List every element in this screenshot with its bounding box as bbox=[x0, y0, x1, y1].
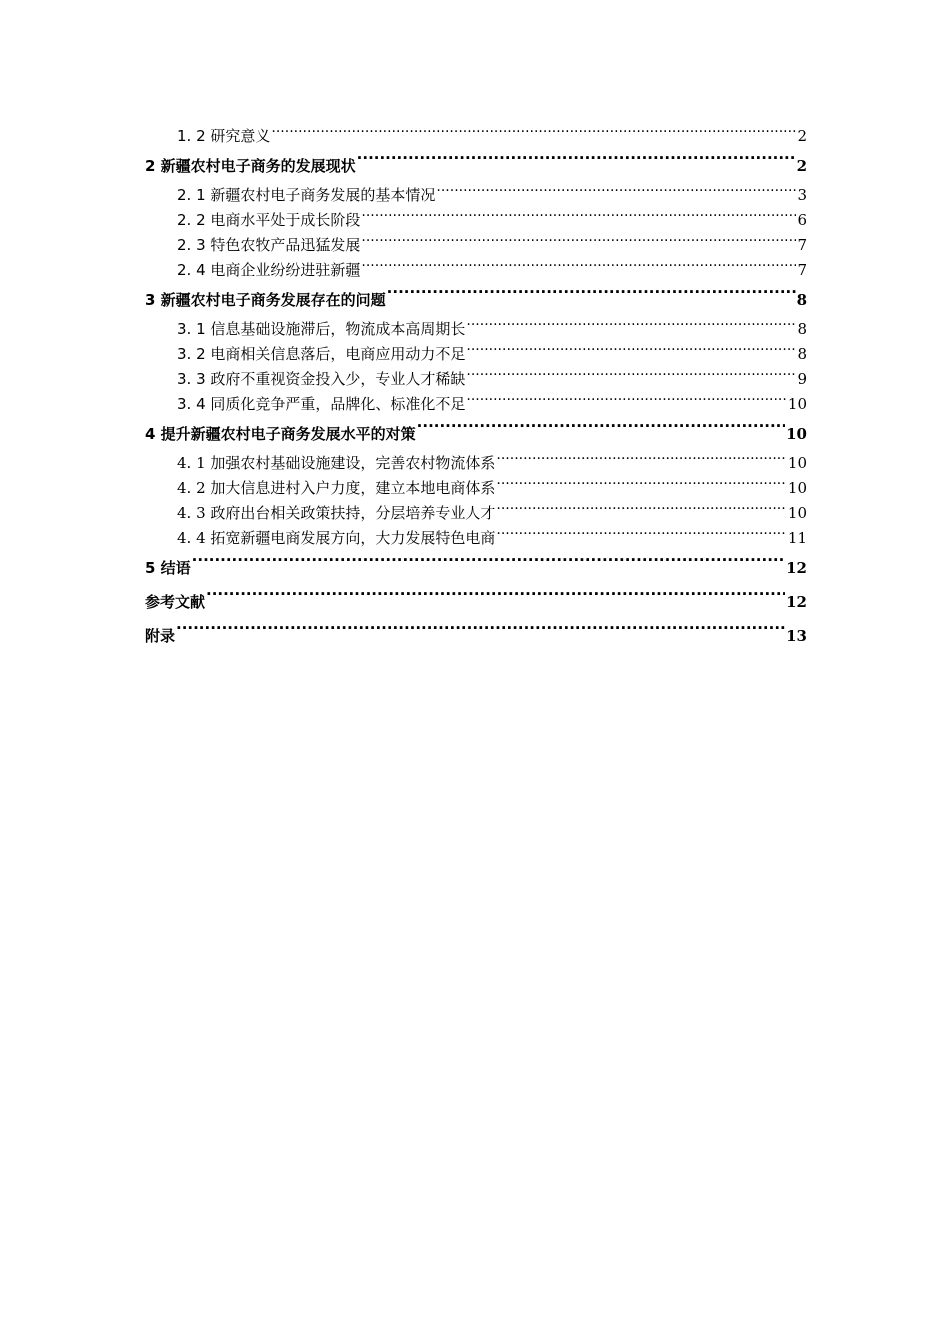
toc-entry-page: 10 bbox=[787, 454, 807, 472]
toc-entry-page: 10 bbox=[787, 504, 807, 522]
toc-entry-3-2[interactable] bbox=[145, 342, 807, 367]
toc-entry-references[interactable] bbox=[145, 585, 807, 619]
toc-entry-4[interactable] bbox=[145, 417, 807, 451]
toc-entry-page: 10 bbox=[787, 395, 807, 413]
toc-entry-4-3[interactable] bbox=[145, 501, 807, 526]
toc-entry-title: 2. 2 电商水平处于成长阶段 bbox=[177, 211, 361, 229]
toc-entry-title: 参考文献 bbox=[145, 593, 206, 611]
toc-entry-2-4[interactable] bbox=[145, 258, 807, 283]
toc-entry-3[interactable] bbox=[145, 283, 807, 317]
toc-entry-title: 2 新疆农村电子商务的发展现状 bbox=[145, 157, 356, 175]
toc-dot-leader bbox=[206, 592, 785, 607]
toc-dot-leader bbox=[466, 344, 796, 359]
toc-dot-leader bbox=[466, 394, 787, 409]
toc-entry-page: 12 bbox=[786, 559, 807, 577]
toc-entry-page: 9 bbox=[797, 370, 807, 388]
toc-entry-page: 13 bbox=[786, 627, 807, 645]
toc-entry-page: 2 bbox=[796, 157, 807, 175]
toc-entry-title: 3. 4 同质化竞争严重，品牌化、标准化不足 bbox=[177, 395, 466, 413]
toc-entry-1-2[interactable] bbox=[145, 124, 807, 149]
toc-entry-page: 11 bbox=[787, 529, 807, 547]
toc-entry-title: 4. 4 拓宽新疆电商发展方向，大力发展特色电商 bbox=[177, 529, 496, 547]
toc-dot-leader bbox=[466, 319, 796, 334]
toc-dot-leader bbox=[387, 290, 796, 305]
toc-dot-leader bbox=[466, 369, 796, 384]
toc-entry-page: 10 bbox=[786, 425, 807, 443]
toc-entry-page: 6 bbox=[797, 211, 807, 229]
toc-dot-leader bbox=[496, 453, 787, 468]
toc-dot-leader bbox=[361, 260, 796, 275]
toc-dot-leader bbox=[417, 424, 785, 439]
toc-dot-leader bbox=[496, 528, 787, 543]
toc-dot-leader bbox=[361, 210, 796, 225]
toc-dot-leader bbox=[192, 558, 785, 573]
toc-entry-4-1[interactable] bbox=[145, 451, 807, 476]
toc-entry-title: 2. 1 新疆农村电子商务发展的基本情况 bbox=[177, 186, 436, 204]
toc-entry-title: 2. 4 电商企业纷纷进驻新疆 bbox=[177, 261, 361, 279]
table-of-contents bbox=[145, 124, 807, 653]
toc-dot-leader bbox=[496, 478, 787, 493]
toc-entry-title: 3. 2 电商相关信息落后，电商应用动力不足 bbox=[177, 345, 466, 363]
toc-entry-3-1[interactable] bbox=[145, 317, 807, 342]
toc-entry-title: 5 结语 bbox=[145, 559, 191, 577]
toc-entry-page: 8 bbox=[797, 320, 807, 338]
toc-entry-4-2[interactable] bbox=[145, 476, 807, 501]
toc-entry-title: 3. 1 信息基础设施滞后，物流成本高周期长 bbox=[177, 320, 466, 338]
toc-dot-leader bbox=[271, 126, 796, 141]
toc-entry-page: 7 bbox=[797, 261, 807, 279]
toc-entry-title: 4. 1 加强农村基础设施建设，完善农村物流体系 bbox=[177, 454, 496, 472]
toc-entry-page: 7 bbox=[797, 236, 807, 254]
toc-entry-appendix[interactable] bbox=[145, 619, 807, 653]
toc-entry-page: 3 bbox=[797, 186, 807, 204]
toc-entry-page: 2 bbox=[797, 127, 807, 145]
toc-entry-title: 附录 bbox=[145, 627, 176, 645]
toc-entry-title: 4 提升新疆农村电子商务发展水平的对策 bbox=[145, 425, 416, 443]
toc-dot-leader bbox=[496, 503, 787, 518]
toc-entry-2-1[interactable] bbox=[145, 183, 807, 208]
toc-entry-2-2[interactable] bbox=[145, 208, 807, 233]
toc-dot-leader bbox=[436, 185, 796, 200]
toc-entry-title: 4. 2 加大信息进村入户力度，建立本地电商体系 bbox=[177, 479, 496, 497]
toc-entry-5[interactable] bbox=[145, 551, 807, 585]
toc-entry-2[interactable] bbox=[145, 149, 807, 183]
toc-entry-2-3[interactable] bbox=[145, 233, 807, 258]
toc-entry-3-4[interactable] bbox=[145, 392, 807, 417]
toc-entry-title: 1. 2 研究意义 bbox=[177, 127, 271, 145]
toc-dot-leader bbox=[361, 235, 796, 250]
toc-entry-3-3[interactable] bbox=[145, 367, 807, 392]
toc-dot-leader bbox=[357, 156, 796, 171]
toc-entry-page: 8 bbox=[797, 345, 807, 363]
toc-entry-page: 8 bbox=[796, 291, 807, 309]
toc-dot-leader bbox=[176, 626, 785, 641]
toc-entry-page: 12 bbox=[786, 593, 807, 611]
toc-entry-page: 10 bbox=[787, 479, 807, 497]
toc-entry-title: 3 新疆农村电子商务发展存在的问题 bbox=[145, 291, 386, 309]
toc-entry-title: 2. 3 特色农牧产品迅猛发展 bbox=[177, 236, 361, 254]
toc-entry-4-4[interactable] bbox=[145, 526, 807, 551]
toc-entry-title: 4. 3 政府出台相关政策扶持，分层培养专业人才 bbox=[177, 504, 496, 522]
toc-entry-title: 3. 3 政府不重视资金投入少，专业人才稀缺 bbox=[177, 370, 466, 388]
